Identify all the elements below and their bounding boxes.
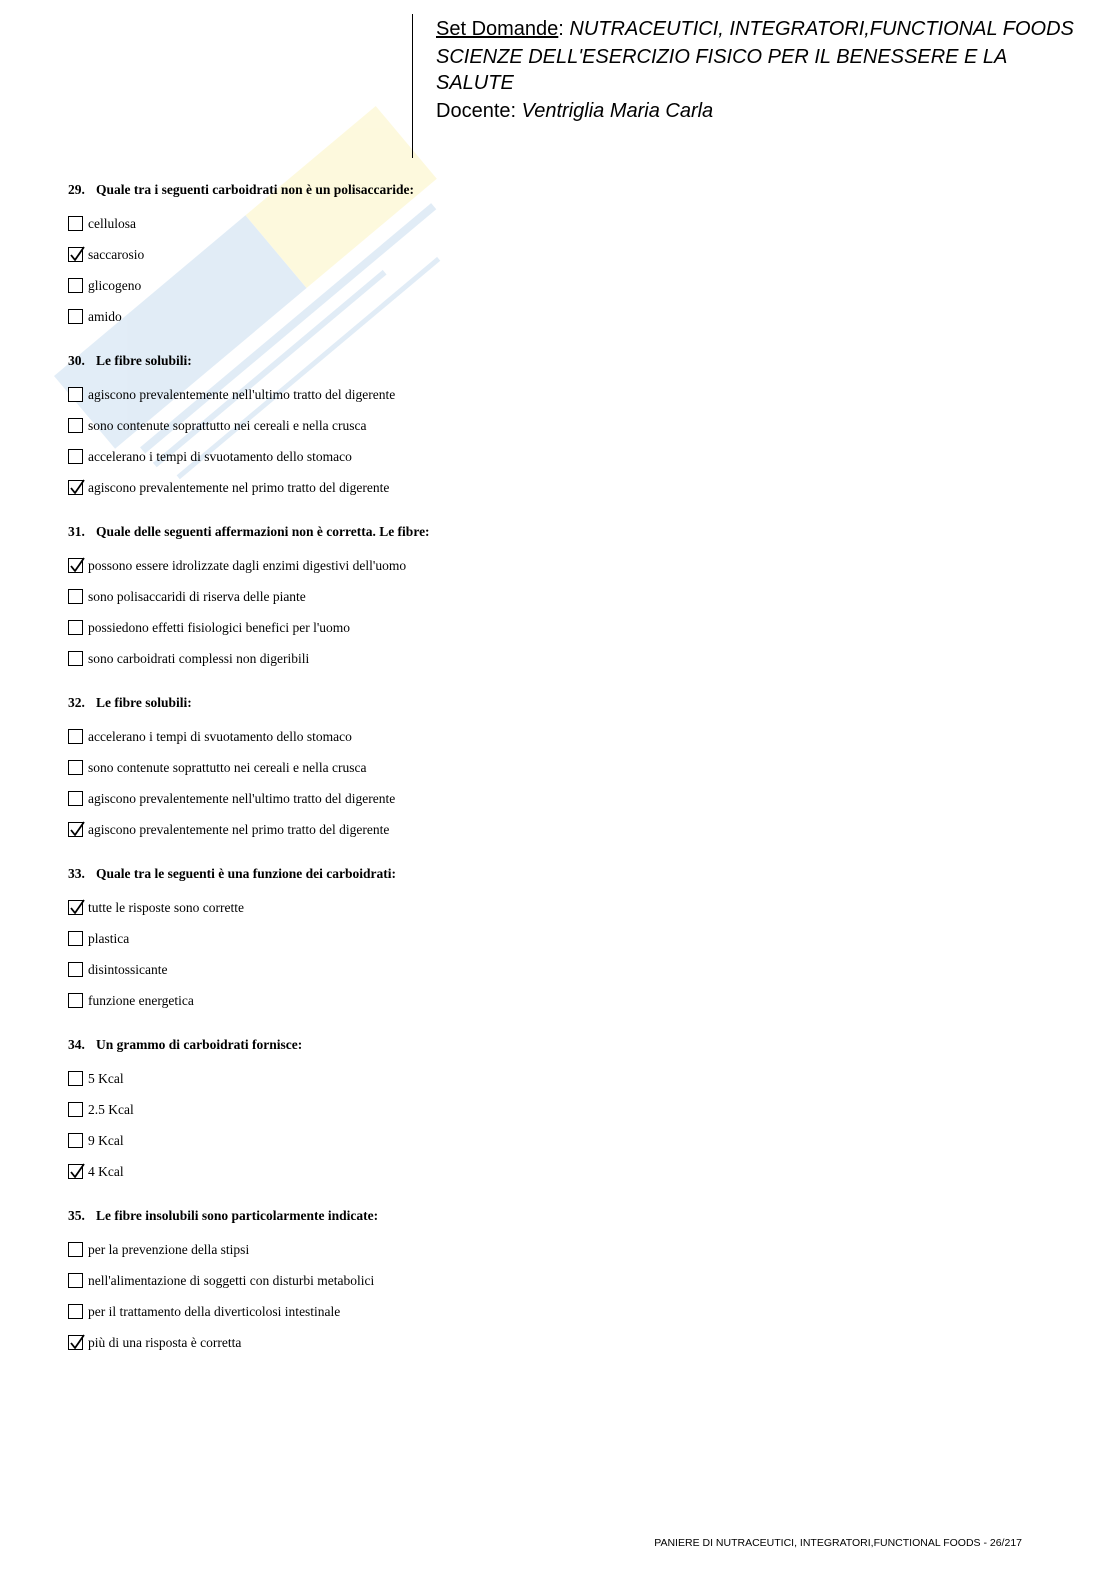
question-title [68,693,768,713]
checkbox-unchecked[interactable] [68,760,83,775]
question-title [68,180,768,200]
checkbox-checked[interactable] [68,1164,83,1179]
answer-option[interactable] [68,1156,768,1187]
answer-option[interactable] [68,301,768,332]
answer-label: sono contenute soprattutto nei cereali e nella crusca [88,759,367,775]
checkmark-icon [68,556,86,575]
answer-option[interactable] [68,892,768,923]
answer-label: possiedono effetti fisiologici benefici per l'uomo [88,619,350,635]
set-value: NUTRACEUTICI, INTEGRATORI,FUNCTIONAL FOODS [569,18,1074,40]
question-list [68,180,768,1377]
answer-option[interactable] [68,783,768,814]
answer-option[interactable] [68,643,768,674]
checkbox-unchecked[interactable] [68,589,83,604]
answer-option[interactable] [68,1265,768,1296]
checkbox-unchecked[interactable] [68,1242,83,1257]
answer-label: per il trattamento della diverticolosi intestinale [88,1303,341,1319]
answer-label: nell'alimentazione di soggetti con disturbi metabolici [88,1272,375,1288]
checkbox-checked[interactable] [68,480,83,495]
answer-option[interactable] [68,985,768,1016]
question-block [68,180,768,332]
teacher-name: Ventriglia Maria Carla [521,100,714,122]
answer-option[interactable] [68,581,768,612]
question-title [68,351,768,371]
answer-option[interactable] [68,721,768,752]
answer-label: 9 Kcal [88,1132,124,1148]
answer-label: sono polisaccaridi di riserva delle piante [88,588,306,604]
checkmark-icon [68,1162,86,1181]
answer-option[interactable] [68,814,768,845]
answer-option[interactable] [68,954,768,985]
set-label: Set Domande [436,18,559,40]
answer-label: cellulosa [88,215,136,231]
answer-label: saccarosio [88,246,145,262]
answer-label: sono contenute soprattutto nei cereali e nella crusca [88,417,367,433]
checkbox-checked[interactable] [68,247,83,262]
checkbox-unchecked[interactable] [68,1304,83,1319]
question-number: 33. [68,866,85,881]
set-line [436,16,1112,42]
answer-option[interactable] [68,1327,768,1358]
checkbox-checked[interactable] [68,822,83,837]
checkbox-unchecked[interactable] [68,216,83,231]
question-number: 30. [68,353,85,368]
course-line-1: SCIENZE DELL'ESERCIZIO FISICO PER IL BENESSERE E LA [436,46,1008,68]
checkbox-unchecked[interactable] [68,418,83,433]
answer-option[interactable] [68,441,768,472]
answer-option[interactable] [68,1063,768,1094]
course-line-2: SALUTE [436,72,514,94]
answer-label: agiscono prevalentemente nell'ultimo tratto del digerente [88,386,396,402]
checkmark-icon [68,245,86,264]
checkbox-checked[interactable] [68,558,83,573]
answer-label: più di una risposta è corretta [88,1334,242,1350]
checkbox-unchecked[interactable] [68,449,83,464]
question-text: Le fibre solubili: [96,353,192,368]
checkbox-unchecked[interactable] [68,729,83,744]
question-block [68,1206,768,1358]
answer-label: funzione energetica [88,992,194,1008]
answer-label: tutte le risposte sono corrette [88,899,244,915]
answer-option[interactable] [68,1094,768,1125]
answer-label: accelerano i tempi di svuotamento dello stomaco [88,448,352,464]
answer-label: plastica [88,930,130,946]
question-text: Quale tra i seguenti carboidrati non è un polisaccaride: [96,182,414,197]
question-number: 35. [68,1208,85,1223]
question-text: Quale delle seguenti affermazioni non è corretta. Le fibre: [96,524,430,539]
question-number: 29. [68,182,85,197]
answer-label: amido [88,308,122,324]
checkmark-icon [68,1333,86,1352]
checkbox-unchecked[interactable] [68,278,83,293]
answer-label: possono essere idrolizzate dagli enzimi digestivi dell'uomo [88,557,407,573]
checkbox-checked[interactable] [68,900,83,915]
question-block [68,693,768,845]
answer-option[interactable] [68,1234,768,1265]
checkbox-unchecked[interactable] [68,651,83,666]
answer-label: 5 Kcal [88,1070,124,1086]
set-separator: : [558,18,564,40]
answer-label: agiscono prevalentemente nel primo tratto del digerente [88,821,390,837]
answer-option[interactable] [68,923,768,954]
checkbox-unchecked[interactable] [68,791,83,806]
question-block [68,351,768,503]
answer-option[interactable] [68,472,768,503]
question-number: 34. [68,1037,85,1052]
question-text: Un grammo di carboidrati fornisce: [96,1037,303,1052]
answer-label: accelerano i tempi di svuotamento dello stomaco [88,728,352,744]
question-text: Le fibre solubili: [96,695,192,710]
answer-label: disintossicante [88,961,168,977]
question-block [68,1035,768,1187]
question-text: Quale tra le seguenti è una funzione dei carboidrati: [96,866,396,881]
answer-option[interactable] [68,379,768,410]
question-block [68,864,768,1016]
checkbox-unchecked[interactable] [68,1071,83,1086]
checkbox-checked[interactable] [68,1335,83,1350]
answer-label: 2.5 Kcal [88,1101,134,1117]
question-title [68,864,768,884]
answer-option[interactable] [68,239,768,270]
answer-label: sono carboidrati complessi non digeribili [88,650,310,666]
answer-option[interactable] [68,612,768,643]
checkbox-unchecked[interactable] [68,1133,83,1148]
document-header [412,14,1113,158]
answer-option[interactable] [68,208,768,239]
question-title [68,522,768,542]
answer-option[interactable] [68,410,768,441]
page-footer: PANIERE DI NUTRACEUTICI, INTEGRATORI,FUNCTIONAL FOODS - 26/217 [654,1537,1022,1549]
answer-label: agiscono prevalentemente nell'ultimo tratto del digerente [88,790,396,806]
checkmark-icon [68,478,86,497]
answer-option[interactable] [68,270,768,301]
checkmark-icon [68,898,86,917]
answer-option[interactable] [68,1125,768,1156]
question-block [68,522,768,674]
answer-label: agiscono prevalentemente nel primo tratto del digerente [88,479,390,495]
question-title [68,1206,768,1226]
teacher-line [436,98,1112,124]
answer-option[interactable] [68,752,768,783]
answer-option[interactable] [68,550,768,581]
question-number: 31. [68,524,85,539]
question-title [68,1035,768,1055]
checkbox-unchecked[interactable] [68,993,83,1008]
checkbox-unchecked[interactable] [68,1102,83,1117]
checkmark-icon [68,820,86,839]
answer-label: per la prevenzione della stipsi [88,1241,250,1257]
checkbox-unchecked[interactable] [68,309,83,324]
answer-label: 4 Kcal [88,1163,124,1179]
question-text: Le fibre insolubili sono particolarmente indicate: [96,1208,379,1223]
checkbox-unchecked[interactable] [68,931,83,946]
checkbox-unchecked[interactable] [68,620,83,635]
teacher-label: Docente: [436,100,517,122]
question-number: 32. [68,695,85,710]
checkbox-unchecked[interactable] [68,387,83,402]
answer-label: glicogeno [88,277,142,293]
answer-option[interactable] [68,1296,768,1327]
checkbox-unchecked[interactable] [68,962,83,977]
checkbox-unchecked[interactable] [68,1273,83,1288]
